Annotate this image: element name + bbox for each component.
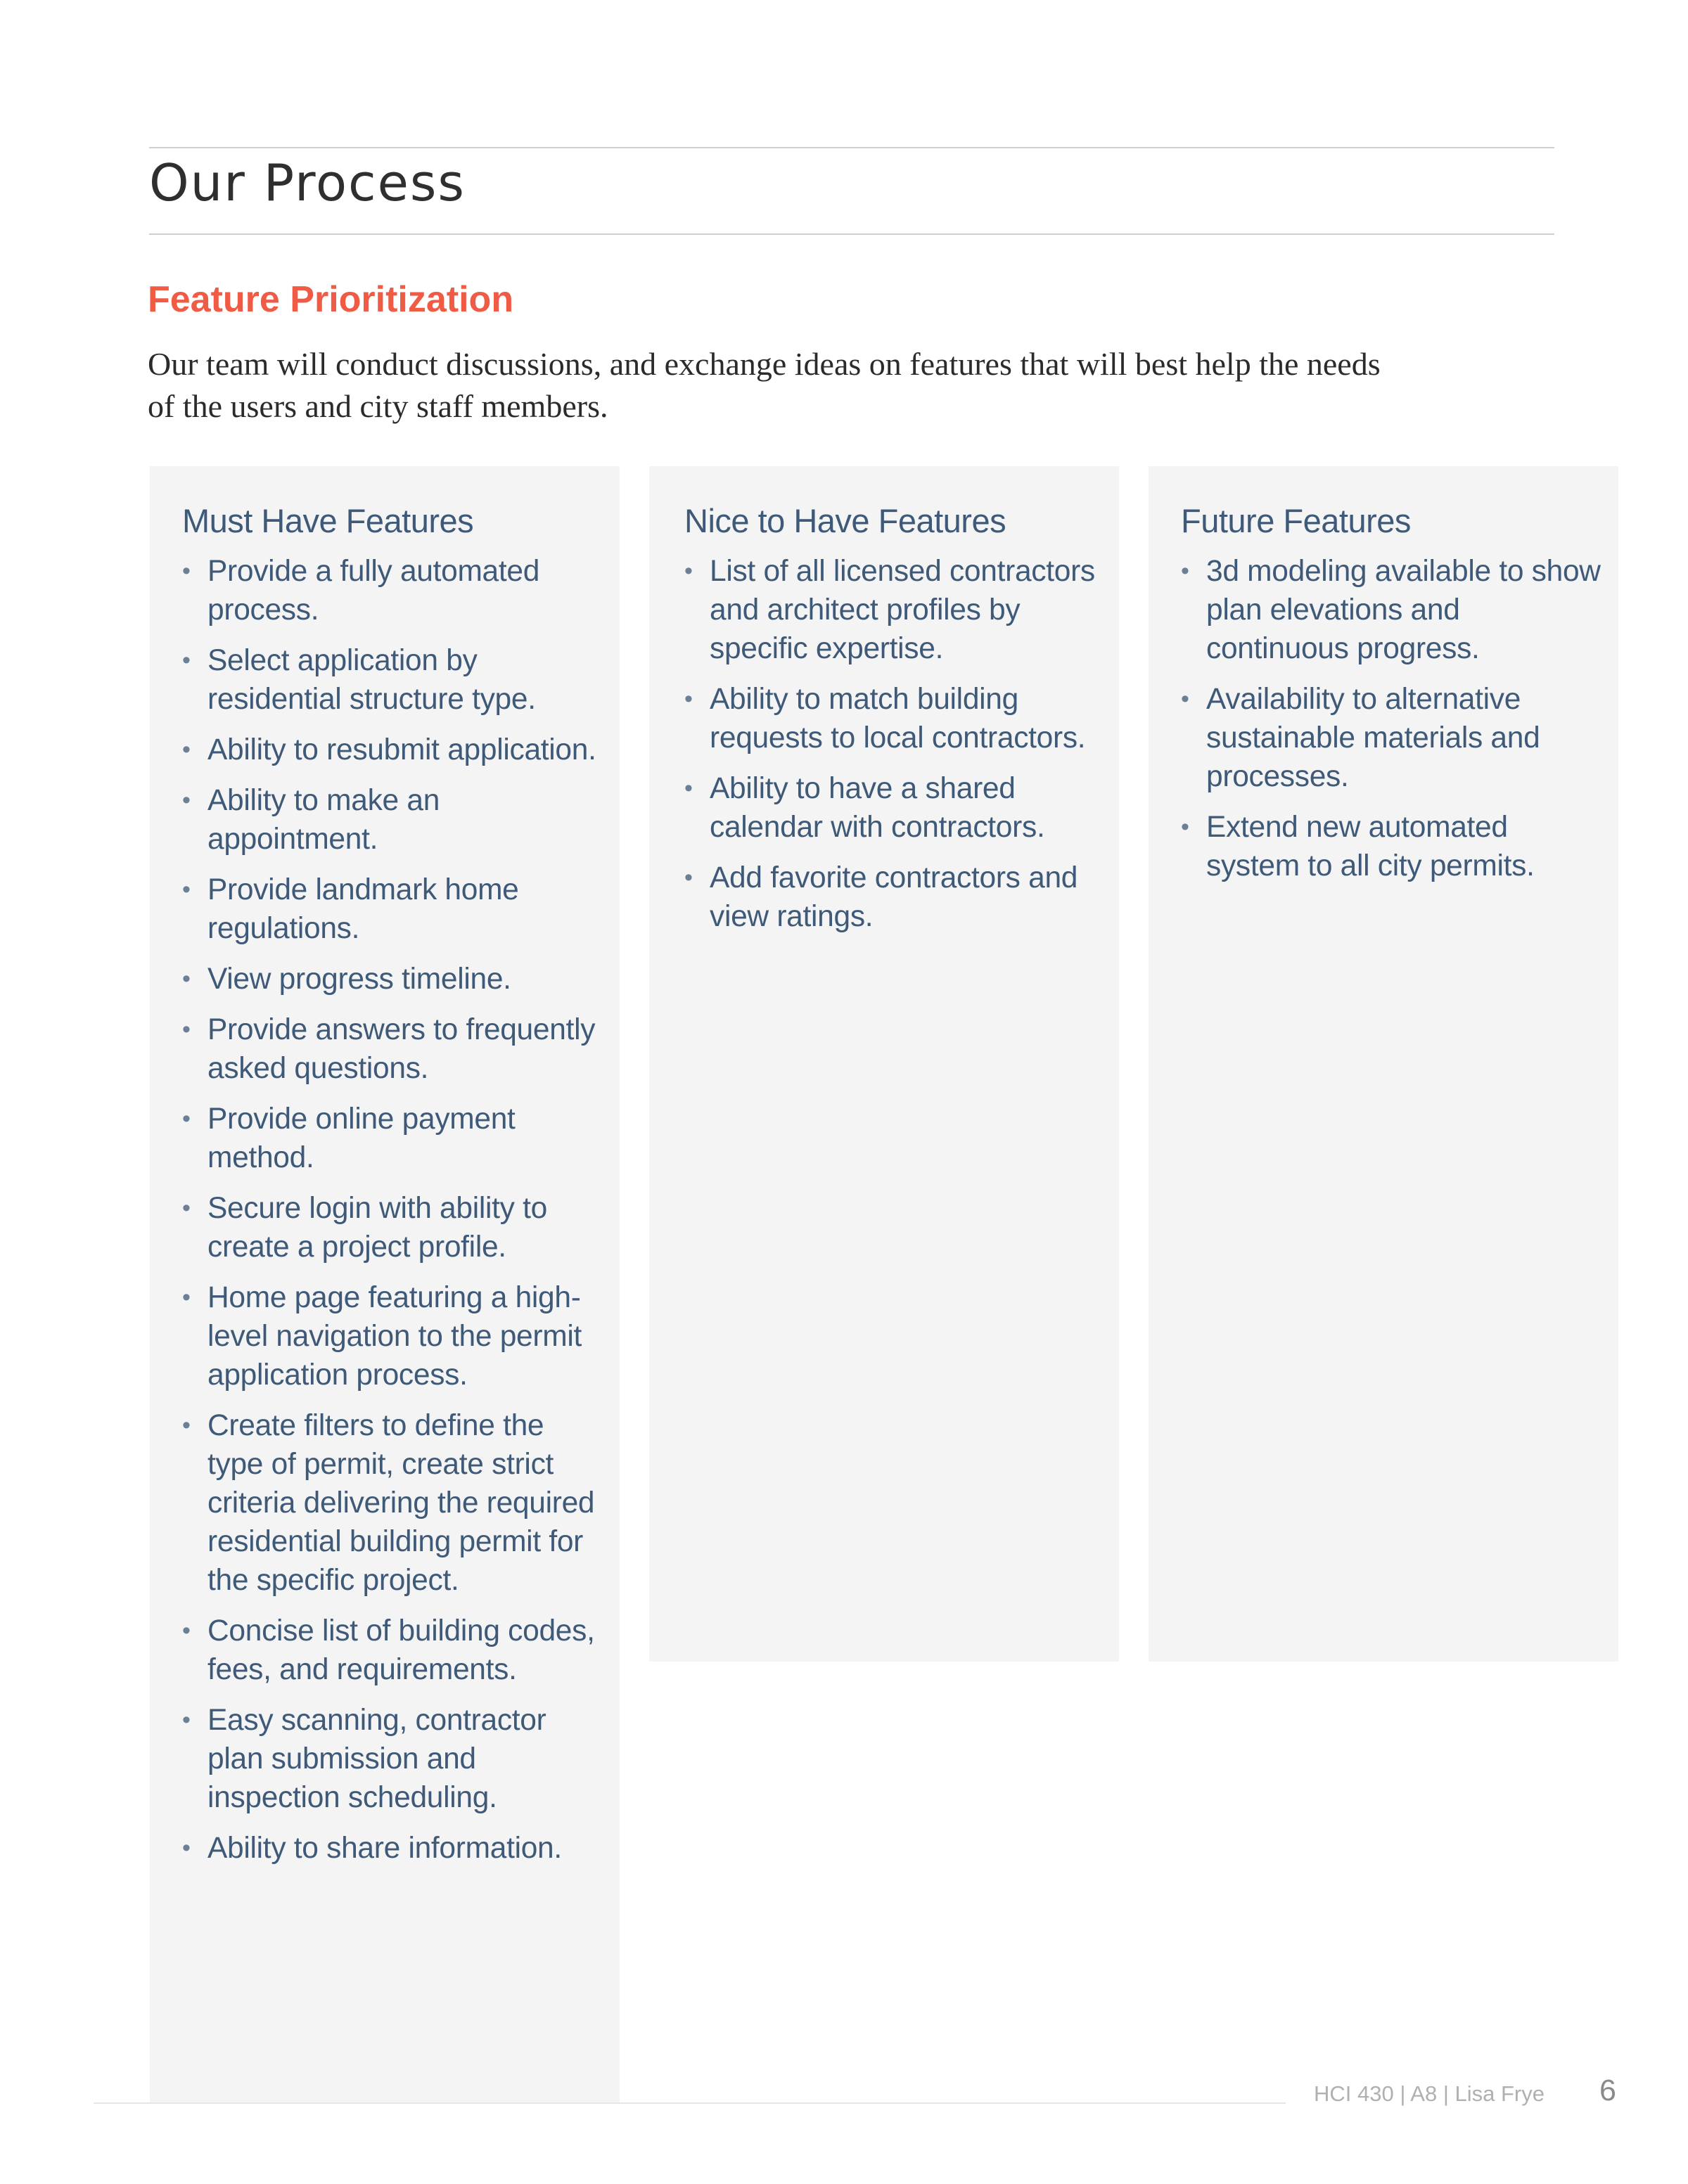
future-features-title: Future Features (1181, 502, 1411, 539)
list-item: • Add favorite contractors and view ratings. (684, 859, 1106, 936)
list-item: • Ability to resubmit application. (182, 731, 604, 769)
list-item: • List of all licensed contractors and architect profiles by specific expertise. (684, 552, 1106, 668)
list-item: • 3d modeling available to show plan elevations and continuous progress. (1181, 552, 1603, 668)
list-item: • Secure login with ability to create a project profile. (182, 1189, 604, 1266)
list-item: • Provide a fully automated process. (182, 552, 604, 629)
list-item: • Ability to match building requests to local contractors. (684, 680, 1106, 757)
page-title: Our Process (149, 153, 466, 212)
list-item: • Create filters to define the type of permit, create strict criteria delivering the required residential building permit for the specific project. (182, 1406, 604, 1600)
future-features-panel (1149, 466, 1618, 1662)
footer-credit: HCI 430 | A8 | Lisa Frye (1314, 2081, 1545, 2106)
list-item: • Ability to share information. (182, 1829, 604, 1868)
list-item: • Provide online payment method. (182, 1100, 604, 1177)
future-features-list (1181, 552, 1603, 897)
must-have-list (182, 552, 604, 1880)
must-have-panel (150, 466, 620, 2103)
page-number: 6 (1599, 2074, 1616, 2107)
list-item: • Availability to alternative sustainable materials and processes. (1181, 680, 1603, 796)
nice-to-have-list (684, 552, 1106, 948)
list-item: • Concise list of building codes, fees, and requirements. (182, 1612, 604, 1689)
nice-to-have-panel (649, 466, 1119, 1662)
list-item: • Easy scanning, contractor plan submission and inspection scheduling. (182, 1701, 604, 1817)
list-item: • View progress timeline. (182, 960, 604, 998)
section-title: Feature Prioritization (148, 279, 514, 320)
list-item: • Provide answers to frequently asked questions. (182, 1010, 604, 1088)
list-item: • Ability to make an appointment. (182, 781, 604, 859)
list-item: • Ability to have a shared calendar with contractors. (684, 769, 1106, 847)
list-item: • Provide landmark home regulations. (182, 871, 604, 948)
footer-rule (94, 2102, 1286, 2104)
list-item: • Home page featuring a high-level navigation to the permit application process. (182, 1278, 604, 1394)
list-item: • Select application by residential structure type. (182, 641, 604, 719)
header-bottom-rule (149, 233, 1554, 235)
nice-to-have-title: Nice to Have Features (684, 502, 1006, 539)
list-item: • Extend new automated system to all city permits. (1181, 808, 1603, 885)
header-top-rule (149, 147, 1554, 148)
section-intro: Our team will conduct discussions, and exchange ideas on features that will best help the needs of the users and city staff members. (148, 346, 1381, 424)
must-have-title: Must Have Features (182, 502, 474, 539)
